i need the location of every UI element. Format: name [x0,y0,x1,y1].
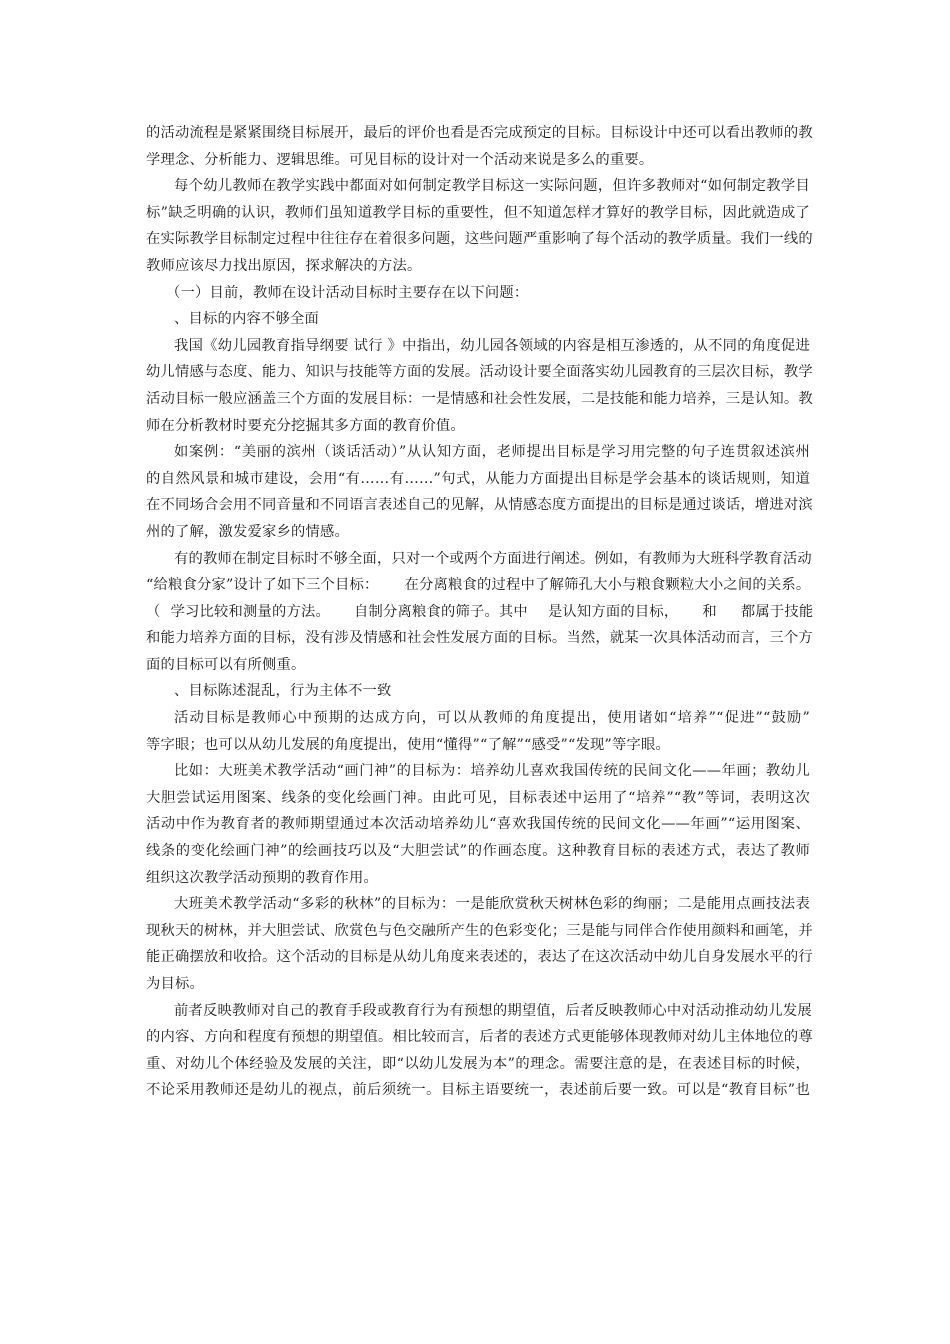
text-line: 活动目标一般应涵盖三个方面的发展目标：一是情感和社会性发展，二是技能和能力培养，三是认知。教 [146,390,813,407]
text-line: 活动中作为教育者的教师期望通过本次活动培养幼儿“喜欢我国传统的民间文化——年画”“运用图案、 [146,816,810,833]
text-segment: 在分离粮食的过程中了解筛孔大小与粮食颗粒大小之间的关系。 [404,577,811,594]
text-line: 每个幼儿教师在教学实践中都面对如何制定教学目标这一实际问题，但许多教师对“如何制定教学目 [174,178,810,195]
text-line: 前者反映教师对自己的教育手段或教育行为有预想的期望值，后者反映教师心中对活动推动幼儿发展 [174,1002,812,1019]
text-segment: 自制分离粮食的筛子。其中 [353,603,528,620]
text-line: 为目标。 [146,976,204,992]
text-line: 标”缺乏明确的认识，教师们虽知道教学目标的重要性，但不知道怎样才算好的教学目标，因此就造成了 [146,204,810,221]
text-line: 不论采用教师还是幼儿的视点，前后须统一。目标主语要统一，表述前后要一致。可以是“教育目标”也 [146,1082,810,1099]
text-line: 组织这次教学活动预期的教育作用。 [146,869,378,886]
text-line: 我国《幼儿园教育指导纲要 试行 》中指出，幼儿园各领域的内容是相互渗透的，从不同的角度促进 [174,337,810,354]
text-segment: 和 [702,603,717,620]
text-line: 幼儿情感与态度、能力、知识与技能等方面的发展。活动设计要全面落实幼儿园教育的三层次目标，教学 [146,364,813,381]
text-line: 活动目标是教师心中预期的达成方向，可以从教师的角度提出，使用诸如“培养”“促进”“鼓励” [174,710,810,727]
text-line: 重、对幼儿个体经验及发展的关注，即“以幼儿发展为本”的理念。需要注意的是，在表述目标的时候， [146,1055,810,1072]
text-line: 等字眼；也可以从幼儿发展的角度提出，使用“懂得”“了解”“感受”“发现”等字眼。 [146,736,670,753]
text-segment: 是认知方面的目标， [547,603,679,620]
text-line: 能正确摆放和收拾。这个活动的目标是从幼儿角度来表述的，表达了在这次活动中幼儿自身发展水平的行 [146,949,813,966]
text-line: 在实际教学目标制定过程中往往存在着很多问题，这些问题严重影响了每个活动的教学质量。我们一线的 [146,231,813,248]
text-segment: 学习比较和测量的方法。 [170,603,330,620]
document-page [146,120,814,1104]
text-line: 比如：大班美术教学活动“画门神”的目标为：培养幼儿喜欢我国传统的民间文化——年画；教幼儿 [174,763,810,780]
section-heading: （一）目前，教师在设计活动目标时主要存在以下问题： [166,284,529,301]
text-line: 州的了解，激发爱家乡的情感。 [146,523,349,540]
text-segment: 都属于技能 [740,603,814,620]
text-line: 现秋天的树林，并大胆尝试、欣赏色与色交融所产生的色彩变化；三是能与同伴合作使用颜料和画笔，并 [146,922,813,939]
text-line: 学理念、分析能力、逻辑思维。可见目标的设计对一个活动来说是多么的重要。 [146,151,654,168]
text-line: 线条的变化绘画门神”的绘画技巧以及“大胆尝试”的作画态度。这种教育目标的表述方式，表达了教师 [146,843,810,860]
text-line: 大胆尝试运用图案、线条的变化绘画门神。由此可见，目标表述中运用了“培养”“教”等词，表明这次 [146,789,810,806]
text-segment: （ [146,603,161,620]
text-segment: “给粮食分家”设计了如下三个目标： [146,577,379,594]
text-line: 面的目标可以有所侧重。 [146,656,306,673]
text-line: 教师应该尽力找出原因，探求解决的方法。 [146,257,422,274]
text-line [146,599,814,626]
text-line: 师在分析教材时要充分挖掘其多方面的教育价值。 [146,417,465,434]
text-line: 的自然风景和城市建设，会用“有……有……”句式，从能力方面提出目标是学会基本的谈话规则，知道 [146,470,810,487]
text-line: 的活动流程是紧紧围绕目标展开，最后的评价也看是否完成预定的目标。目标设计中还可以看出教师的教 [146,125,813,141]
subsection-heading: 、目标陈述混乱，行为主体不一致 [174,683,392,700]
text-line: 在不同场合会用不同音量和不同语言表述自己的见解，从情感态度方面提出的目标是通过谈话，增进对滨 [146,497,813,514]
text-line [146,572,810,599]
text-line: 和能力培养方面的目标，没有涉及情感和社会性发展方面的目标。当然，就某一次具体活动而言，三个方 [146,630,813,647]
text-line: 的内容、方向和程度有预想的期望值。相比较而言，后者的表述方式更能够体现教师对幼儿主体地位的尊 [146,1029,813,1046]
text-line: 有的教师在制定目标时不够全面，只对一个或两个方面进行阐述。例如，有教师为大班科学教育活动 [174,550,812,567]
text-line: 大班美术教学活动“多彩的秋林”的目标为：一是能欣赏秋天树林色彩的绚丽；二是能用点画技法表 [174,896,810,913]
text-line: 如案例：“美丽的滨州（谈话活动）”从认知方面，老师提出目标是学习用完整的句子连贯叙述滨州 [174,444,810,461]
subsection-heading: 、目标的内容不够全面 [174,311,319,328]
